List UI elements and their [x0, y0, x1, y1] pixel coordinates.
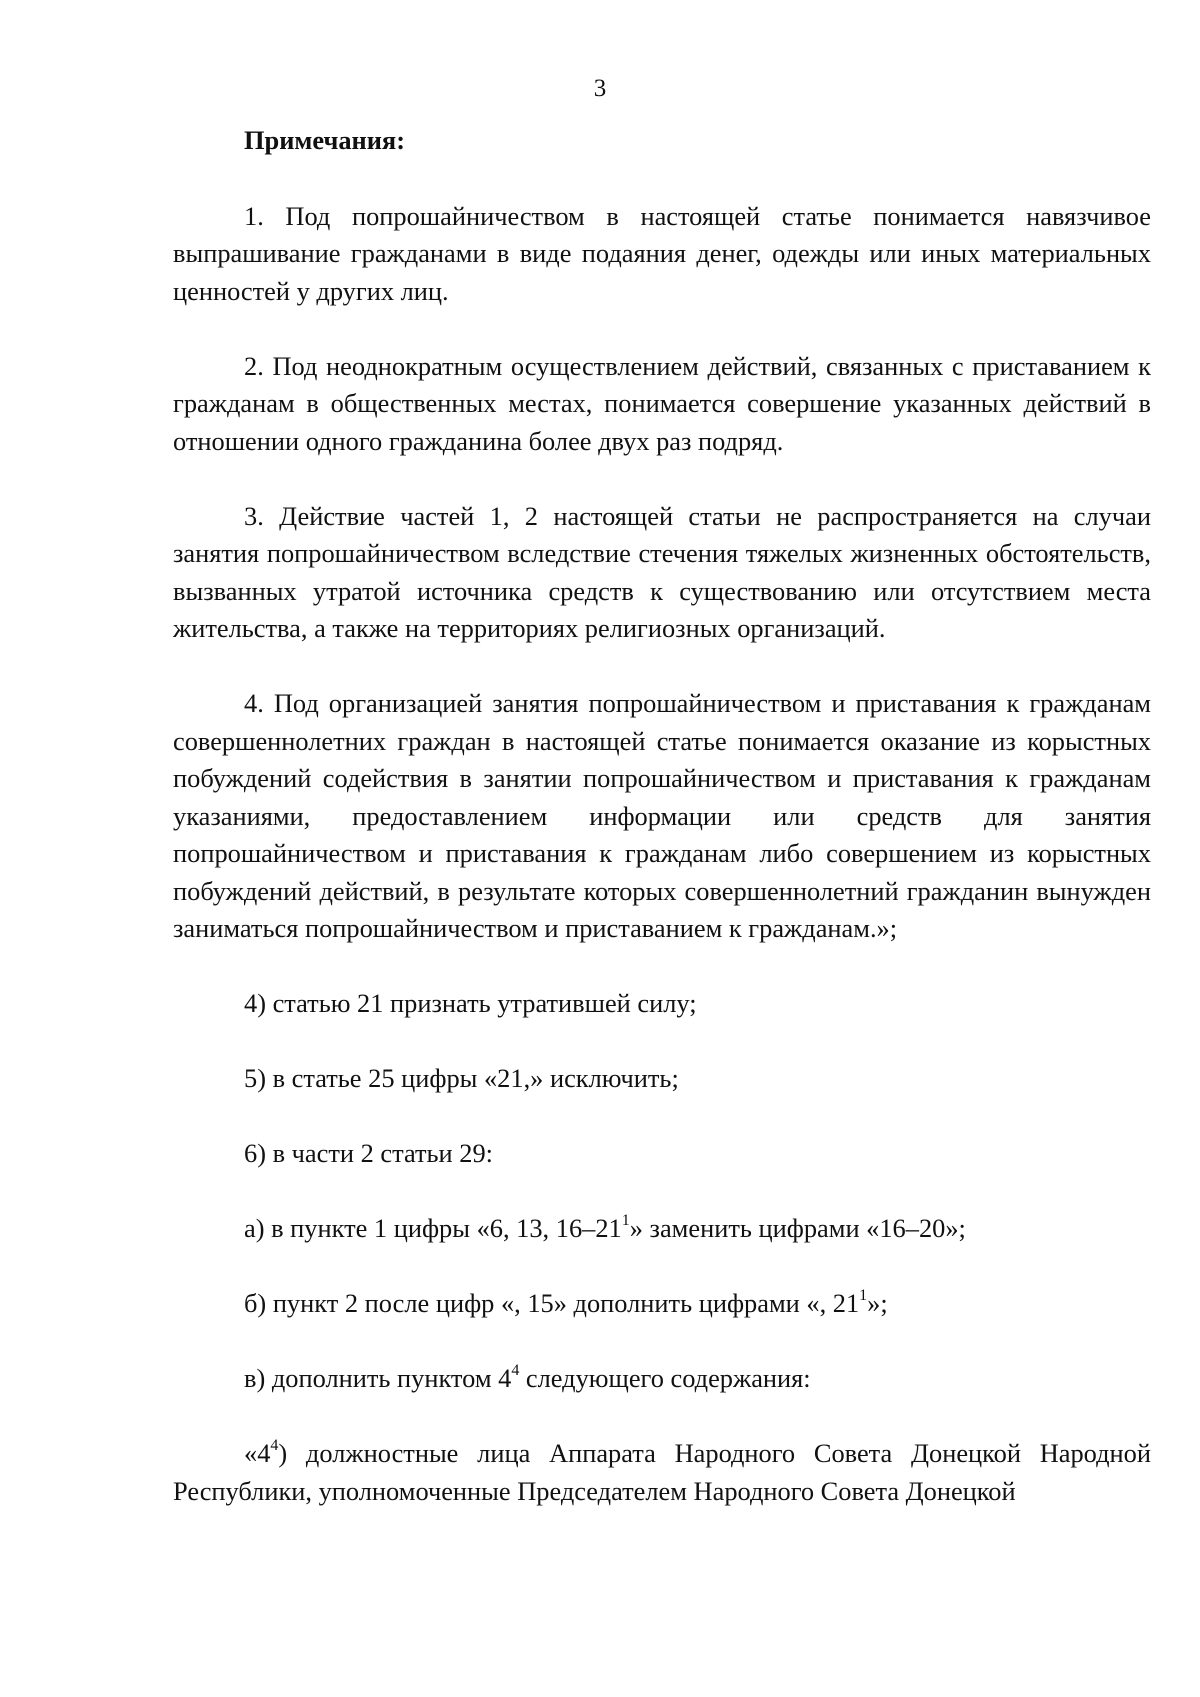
quoted-paragraph [173, 1435, 1151, 1510]
notes-heading: Примечания: [244, 125, 405, 155]
subitem-text: »; [867, 1288, 888, 1318]
item-5: 5) в статье 25 цифры «21,» исключить; [244, 1063, 679, 1093]
note-text: Под неоднократным осуществлением действий, связанных с приставанием к гражданам в общественных местах, понимается совершение указанных действий в отношении одного гражданина более двух раз подряд. [173, 350, 1151, 456]
superscript: 1 [621, 1212, 630, 1230]
superscript: 1 [859, 1287, 868, 1305]
item-4: 4) статью 21 признать утратившей силу; [244, 988, 697, 1018]
superscript: 4 [511, 1362, 520, 1380]
note-text: Действие частей 1, 2 настоящей статьи не распространяется на случаи занятия попрошайничеством вследствие стечения тяжелых жизненных обстоятельств, вызванных утратой источника средств к существованию или отсутствием места жительства, а также на территориях религиозных организаций. [173, 500, 1151, 643]
subitem-a [173, 1210, 1151, 1248]
note-2 [173, 348, 1151, 461]
subitem-text: в) дополнить пунктом 4 [244, 1363, 512, 1393]
document-body [173, 122, 1151, 1510]
note-4 [173, 685, 1151, 948]
note-number: 3. [244, 500, 264, 531]
note-number: 1. [244, 200, 264, 231]
superscript: 4 [270, 1437, 279, 1455]
subitem-v [173, 1360, 1151, 1398]
quote-text: «4 [244, 1438, 271, 1468]
note-number: 4. [244, 688, 264, 718]
item-6: 6) в части 2 статьи 29: [244, 1138, 493, 1168]
note-3 [173, 498, 1151, 648]
quote-text: ) должностные лица Аппарата Народного Совета Донецкой Народной Республики, уполномоченные Председателем Народного Совета Донецкой [173, 1438, 1151, 1506]
subitem-text: следующего содержания: [519, 1363, 811, 1393]
subitem-text: » заменить цифрами «16–20»; [629, 1213, 966, 1243]
page-number: 3 [593, 75, 607, 102]
note-text: Под попрошайничеством в настоящей статье понимается навязчивое выпрашивание гражданами в виде подаяния денег, одежды или иных материальных ценностей у других лиц. [173, 200, 1151, 306]
subitem-text: а) в пункте 1 цифры «6, 13, 16–21 [244, 1213, 622, 1243]
note-1 [173, 198, 1151, 311]
note-text: Под организацией занятия попрошайничеством и приставания к гражданам совершеннолетних граждан в настоящей статье понимается оказание из корыстных побуждений содействия в занятии попрошайничеством и приставания к гражданам указаниями, предоставлением информации или средств для занятия попрошайничеством и приставания к гражданам либо совершением из корыстных побуждений действий, в результате которых совершеннолетний гражданин вынужден заниматься попрошайничеством и приставанием к гражданам.»; [173, 688, 1151, 943]
subitem-text: б) пункт 2 после цифр «, 15» дополнить цифрами «, 21 [244, 1288, 860, 1318]
subitem-b [173, 1285, 1151, 1323]
note-number: 2. [244, 350, 264, 381]
